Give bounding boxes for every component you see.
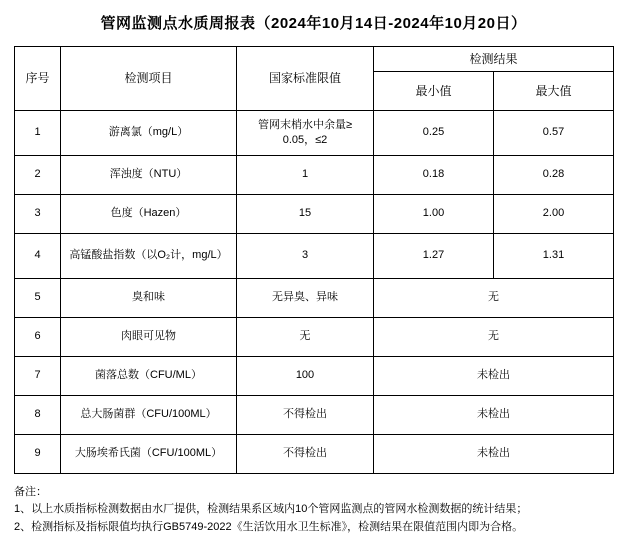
cell-result-merged: 无 bbox=[374, 317, 614, 356]
cell-item: 肉眼可见物 bbox=[61, 317, 237, 356]
cell-result-max: 1.31 bbox=[494, 233, 614, 278]
page-title: 管网监测点水质周报表（2024年10月14日-2024年10月20日） bbox=[100, 15, 527, 32]
cell-item: 色度（Hazen） bbox=[61, 194, 237, 233]
table-row bbox=[15, 233, 614, 278]
column-header-result-max: 最大值 bbox=[494, 71, 614, 110]
cell-result-min: 0.25 bbox=[374, 110, 494, 155]
column-header-index: 序号 bbox=[15, 46, 61, 110]
table-header-row-1 bbox=[15, 46, 614, 71]
cell-standard: 3 bbox=[237, 233, 374, 278]
cell-index: 9 bbox=[15, 434, 61, 473]
cell-index: 6 bbox=[15, 317, 61, 356]
cell-result-max: 0.57 bbox=[494, 110, 614, 155]
cell-result-min: 1.00 bbox=[374, 194, 494, 233]
cell-standard: 无异臭、异味 bbox=[237, 278, 374, 317]
cell-index: 2 bbox=[15, 155, 61, 194]
cell-result-min: 0.18 bbox=[374, 155, 494, 194]
cell-index: 8 bbox=[15, 395, 61, 434]
cell-item: 高锰酸盐指数（以O₂计，mg/L） bbox=[61, 233, 237, 278]
cell-standard-line2: 0.05，≤2 bbox=[282, 133, 328, 146]
cell-standard: 不得检出 bbox=[237, 395, 374, 434]
cell-item: 浑浊度（NTU） bbox=[61, 155, 237, 194]
column-header-item: 检测项目 bbox=[61, 46, 237, 110]
notes-line-2: 2、检测指标及指标限值均执行GB5749-2022《生活饮用水卫生标准》，检测结果在限值范围内即为合格。 bbox=[14, 520, 524, 533]
table-row bbox=[15, 356, 614, 395]
column-header-result-min: 最小值 bbox=[374, 71, 494, 110]
notes-heading: 备注： bbox=[14, 485, 47, 498]
cell-standard: 15 bbox=[237, 194, 374, 233]
table-row bbox=[15, 110, 614, 155]
table-row bbox=[15, 317, 614, 356]
water-quality-table bbox=[14, 46, 614, 474]
column-header-result: 检测结果 bbox=[374, 46, 614, 71]
cell-index: 7 bbox=[15, 356, 61, 395]
cell-index: 4 bbox=[15, 233, 61, 278]
notes-section bbox=[14, 484, 613, 536]
cell-standard: 100 bbox=[237, 356, 374, 395]
cell-result-min: 1.27 bbox=[374, 233, 494, 278]
cell-result-merged: 未检出 bbox=[374, 356, 614, 395]
cell-result-merged: 未检出 bbox=[374, 434, 614, 473]
cell-standard: 无 bbox=[237, 317, 374, 356]
cell-standard bbox=[237, 110, 374, 155]
table-row bbox=[15, 395, 614, 434]
cell-standard: 不得检出 bbox=[237, 434, 374, 473]
cell-result-max: 0.28 bbox=[494, 155, 614, 194]
notes-line-1: 1、以上水质指标检测数据由水厂提供，检测结果系区域内10个管网监测点的管网水检测数据的统计结果； bbox=[14, 503, 528, 516]
cell-result-merged: 未检出 bbox=[374, 395, 614, 434]
table-row bbox=[15, 278, 614, 317]
cell-index: 5 bbox=[15, 278, 61, 317]
table-row bbox=[15, 155, 614, 194]
cell-item: 大肠埃希氏菌（CFU/100ML） bbox=[61, 434, 237, 473]
cell-standard: 1 bbox=[237, 155, 374, 194]
cell-standard-line1: 管网末梢水中余量≥ bbox=[257, 118, 353, 131]
cell-index: 3 bbox=[15, 194, 61, 233]
cell-item: 臭和味 bbox=[61, 278, 237, 317]
cell-item: 游离氯（mg/L） bbox=[61, 110, 237, 155]
cell-result-max: 2.00 bbox=[494, 194, 614, 233]
table-row bbox=[15, 194, 614, 233]
cell-item: 总大肠菌群（CFU/100ML） bbox=[61, 395, 237, 434]
table-row bbox=[15, 434, 614, 473]
cell-index: 1 bbox=[15, 110, 61, 155]
cell-item: 菌落总数（CFU/ML） bbox=[61, 356, 237, 395]
column-header-standard: 国家标准限值 bbox=[237, 46, 374, 110]
cell-result-merged: 无 bbox=[374, 278, 614, 317]
